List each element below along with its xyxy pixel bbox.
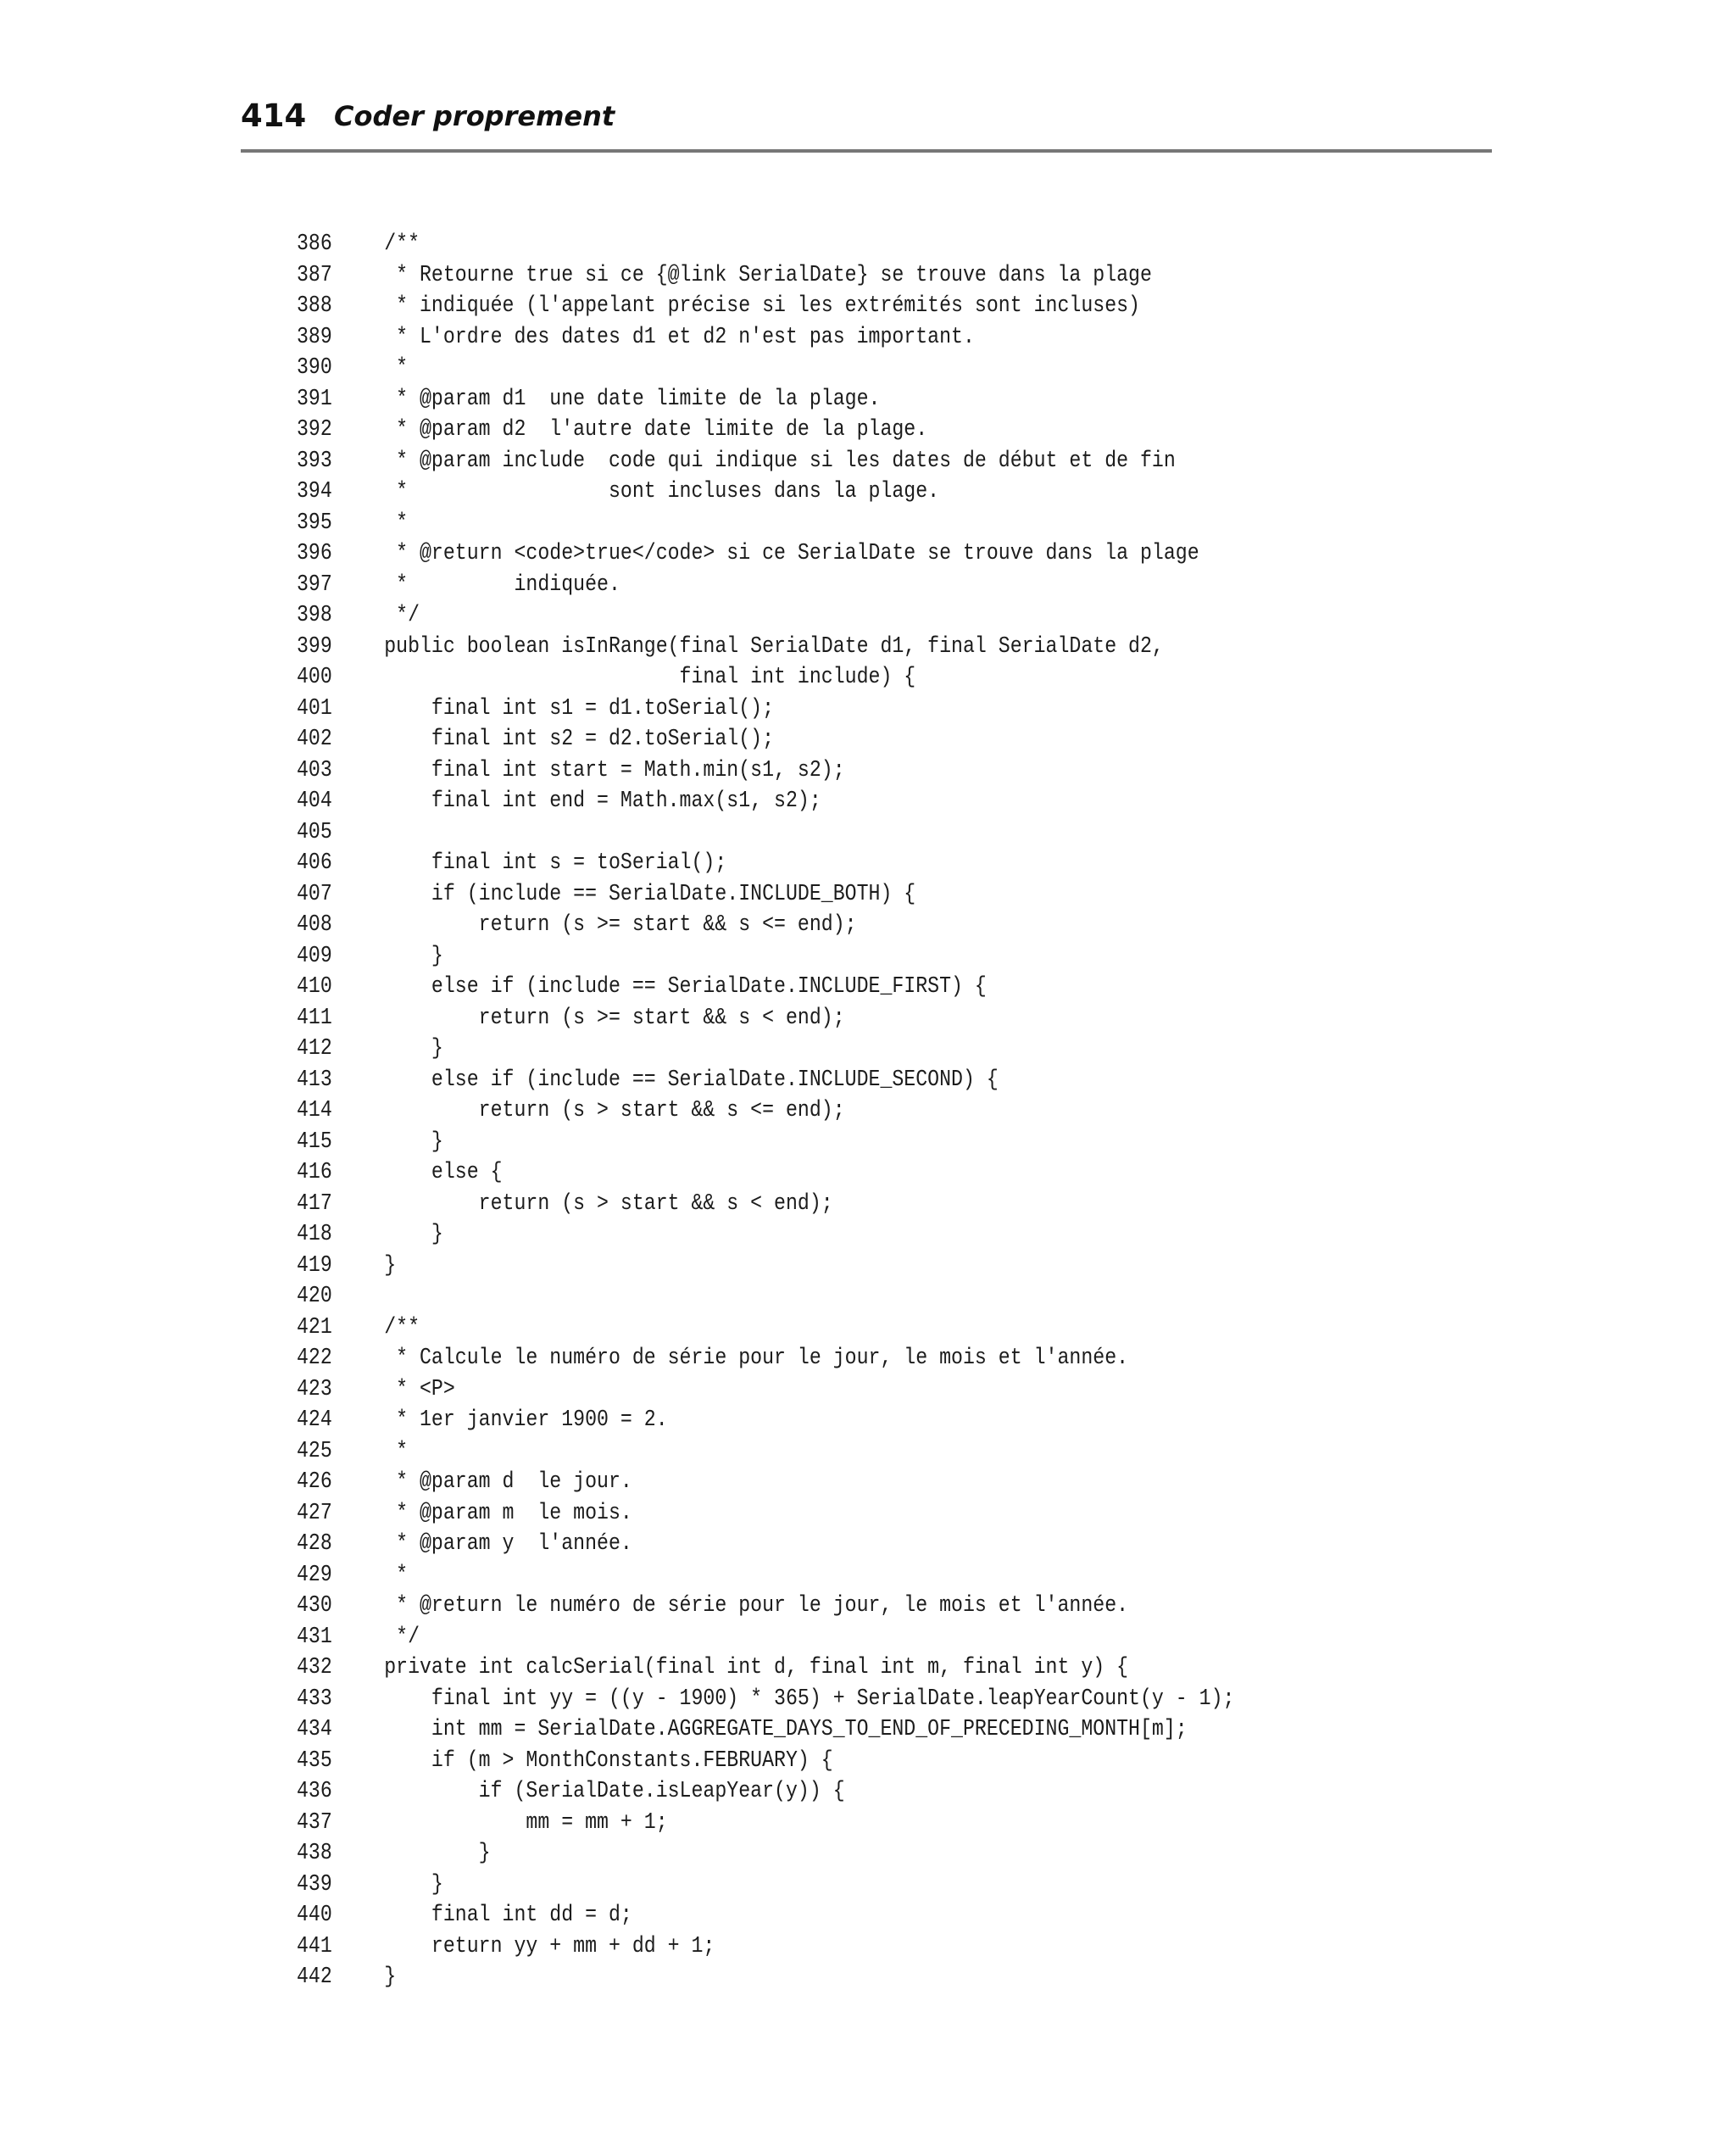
code-line	[297, 260, 1234, 292]
line-number: 425	[297, 1438, 332, 1464]
line-number: 388	[297, 293, 332, 319]
line-code: * @param d le jour.	[384, 1469, 632, 1495]
line-number: 402	[297, 727, 332, 752]
line-number: 410	[297, 974, 332, 1000]
line-code: * 1er janvier 1900 = 2.	[384, 1407, 668, 1433]
code-line	[297, 910, 1234, 941]
line-number: 415	[297, 1129, 332, 1155]
line-code: final int include) {	[384, 665, 916, 690]
line-number: 429	[297, 1562, 332, 1588]
line-number: 418	[297, 1222, 332, 1247]
line-code: */	[384, 603, 420, 628]
line-number: 441	[297, 1933, 332, 1959]
line-number: 432	[297, 1655, 332, 1680]
code-line	[297, 446, 1234, 477]
line-number: 428	[297, 1531, 332, 1557]
line-number: 422	[297, 1346, 332, 1371]
line-code: * @param y l'année.	[384, 1531, 632, 1557]
code-line	[297, 724, 1234, 755]
line-code: final int s1 = d1.toSerial();	[384, 695, 775, 722]
line-code: * Retourne true si ce {@link SerialDate} se trouve dans la plage	[384, 262, 1152, 288]
line-code: *	[384, 355, 409, 381]
line-number: 414	[297, 1098, 332, 1123]
code-line	[297, 1065, 1234, 1096]
line-number: 440	[297, 1903, 332, 1928]
code-line	[297, 694, 1234, 725]
line-code: final int end = Math.max(s1, s2);	[384, 789, 821, 814]
code-line	[297, 1652, 1234, 1684]
code-line	[297, 1962, 1234, 1993]
line-code: else if (include == SerialDate.INCLUDE_SECOND) {	[384, 1067, 999, 1093]
code-line	[297, 1714, 1234, 1746]
code-line	[297, 1838, 1234, 1870]
line-number: 390	[297, 355, 332, 381]
code-line	[297, 538, 1234, 570]
code-line	[297, 1003, 1234, 1034]
code-line	[297, 1560, 1234, 1591]
code-line	[297, 1436, 1234, 1468]
line-number: 408	[297, 912, 332, 938]
code-line	[297, 353, 1234, 384]
line-code: }	[384, 1129, 443, 1155]
line-code: return (s >= start && s < end);	[384, 1005, 845, 1031]
line-number: 438	[297, 1841, 332, 1866]
code-line	[297, 1870, 1234, 1901]
code-line	[297, 1251, 1234, 1282]
code-line	[297, 600, 1234, 632]
code-line	[297, 941, 1234, 972]
code-line	[297, 1281, 1234, 1312]
line-code: * @param d2 l'autre date limite de la plage.	[384, 417, 928, 443]
line-code: *	[384, 1562, 409, 1588]
line-code: * <P>	[384, 1376, 455, 1402]
line-code: * @param m le mois.	[384, 1500, 632, 1526]
line-code: * sont incluses dans la plage.	[384, 479, 940, 504]
line-number: 434	[297, 1717, 332, 1742]
line-code: return (s >= start && s <= end);	[384, 912, 857, 938]
line-number: 433	[297, 1686, 332, 1712]
line-code: else {	[384, 1160, 503, 1185]
code-line	[297, 1157, 1234, 1189]
line-number: 439	[297, 1871, 332, 1898]
line-code: final int s2 = d2.toSerial();	[384, 727, 775, 752]
code-line	[297, 1591, 1234, 1622]
line-code: final int yy = ((y - 1900) * 365) + SerialDate.leapYearCount(y - 1);	[384, 1686, 1235, 1712]
line-code: * indiquée (l'appelant précise si les extrémités sont incluses)	[384, 293, 1140, 319]
header-rule	[241, 149, 1492, 153]
code-line	[297, 476, 1234, 508]
line-code: public boolean isInRange(final SerialDate d1, final SerialDate d2,	[384, 633, 1164, 660]
line-code: *	[384, 1438, 409, 1464]
line-code: if (m > MonthConstants.FEBRUARY) {	[384, 1747, 833, 1774]
line-code: }	[384, 1964, 397, 1990]
line-number: 413	[297, 1067, 332, 1093]
line-code: mm = mm + 1;	[384, 1809, 668, 1836]
line-code: }	[384, 943, 443, 969]
line-number: 426	[297, 1469, 332, 1495]
line-number: 424	[297, 1407, 332, 1433]
code-line	[297, 291, 1234, 322]
code-line	[297, 1529, 1234, 1560]
code-line	[297, 1684, 1234, 1715]
line-number: 399	[297, 633, 332, 660]
line-number: 403	[297, 757, 332, 783]
code-line	[297, 1034, 1234, 1065]
line-code: /**	[384, 231, 420, 257]
line-code: else if (include == SerialDate.INCLUDE_FIRST) {	[384, 974, 987, 1000]
code-line	[297, 632, 1234, 663]
line-code: * Calcule le numéro de série pour le jour, le mois et l'année.	[384, 1346, 1129, 1371]
code-line	[297, 322, 1234, 354]
line-code: * L'ordre des dates d1 et d2 n'est pas important.	[384, 324, 975, 350]
code-line	[297, 1219, 1234, 1251]
line-number: 421	[297, 1314, 332, 1340]
code-line	[297, 848, 1234, 879]
line-number: 416	[297, 1160, 332, 1185]
code-line	[297, 1343, 1234, 1374]
code-line	[297, 508, 1234, 539]
line-number: 391	[297, 386, 332, 412]
line-code: /**	[384, 1314, 420, 1340]
page-number: 414	[241, 98, 307, 134]
code-line	[297, 1189, 1234, 1220]
line-code: return (s > start && s <= end);	[384, 1098, 845, 1123]
line-code: int mm = SerialDate.AGGREGATE_DAYS_TO_END_OF_PRECEDING_MONTH[m];	[384, 1717, 1188, 1742]
line-code: }	[384, 1841, 491, 1866]
line-code: * @param d1 une date limite de la plage.	[384, 386, 881, 412]
line-number: 407	[297, 881, 332, 907]
line-number: 404	[297, 789, 332, 814]
line-code: * @return le numéro de série pour le jour, le mois et l'année.	[384, 1593, 1129, 1619]
code-line	[297, 1095, 1234, 1127]
line-code: final int s = toSerial();	[384, 850, 727, 876]
line-number: 430	[297, 1593, 332, 1619]
code-line	[297, 415, 1234, 446]
line-number: 427	[297, 1500, 332, 1526]
code-line	[297, 1498, 1234, 1530]
line-number: 397	[297, 571, 332, 598]
line-number: 436	[297, 1779, 332, 1804]
line-number: 412	[297, 1036, 332, 1062]
line-number: 405	[297, 819, 332, 845]
code-line	[297, 1467, 1234, 1498]
code-line	[297, 1776, 1234, 1808]
code-line	[297, 972, 1234, 1003]
line-code: }	[384, 1871, 443, 1898]
line-code: * indiquée.	[384, 571, 620, 598]
code-listing	[297, 229, 1388, 1993]
line-number: 411	[297, 1005, 332, 1031]
code-line	[297, 879, 1234, 911]
line-code: *	[384, 510, 409, 536]
line-number: 431	[297, 1624, 332, 1650]
line-number: 400	[297, 665, 332, 690]
line-code: */	[384, 1624, 420, 1650]
line-code: }	[384, 1252, 397, 1279]
line-code: * @return <code>true</code> si ce SerialDate se trouve dans la plage	[384, 541, 1199, 566]
code-line	[297, 1746, 1234, 1777]
line-code: if (SerialDate.isLeapYear(y)) {	[384, 1779, 845, 1804]
line-number: 396	[297, 541, 332, 566]
line-code: * @param include code qui indique si les dates de début et de fin	[384, 448, 1176, 474]
line-number: 435	[297, 1747, 332, 1774]
line-code: final int start = Math.min(s1, s2);	[384, 757, 845, 783]
code-line	[297, 1808, 1234, 1839]
line-number: 437	[297, 1809, 332, 1836]
line-code: final int dd = d;	[384, 1903, 632, 1928]
line-code: return yy + mm + dd + 1;	[384, 1933, 715, 1959]
code-line	[297, 1405, 1234, 1436]
code-line	[297, 229, 1234, 260]
line-number: 409	[297, 943, 332, 969]
line-code: }	[384, 1222, 443, 1247]
line-number: 386	[297, 231, 332, 257]
line-number: 398	[297, 603, 332, 628]
line-number: 392	[297, 417, 332, 443]
code-line	[297, 662, 1234, 694]
line-number: 393	[297, 448, 332, 474]
line-number: 401	[297, 695, 332, 722]
code-line	[297, 1900, 1234, 1931]
line-number: 406	[297, 850, 332, 876]
line-number: 389	[297, 324, 332, 350]
page-header	[241, 92, 1492, 153]
line-number: 423	[297, 1376, 332, 1402]
line-number: 387	[297, 262, 332, 288]
code-line	[297, 755, 1234, 787]
line-code: private int calcSerial(final int d, final int m, final int y) {	[384, 1655, 1129, 1680]
running-title: Coder proprement	[334, 100, 615, 132]
code-line	[297, 1127, 1234, 1158]
line-code: }	[384, 1036, 443, 1062]
code-line	[297, 1374, 1234, 1406]
line-code: return (s > start && s < end);	[384, 1190, 833, 1217]
line-code: if (include == SerialDate.INCLUDE_BOTH) {	[384, 881, 916, 907]
line-number: 394	[297, 479, 332, 504]
code-line	[297, 570, 1234, 601]
line-number: 442	[297, 1964, 332, 1990]
code-line	[297, 786, 1234, 817]
code-line	[297, 384, 1234, 415]
line-number: 395	[297, 510, 332, 536]
code-line	[297, 1622, 1234, 1653]
code-line	[297, 1931, 1234, 1963]
line-number: 419	[297, 1252, 332, 1279]
code-line	[297, 817, 1234, 849]
code-line	[297, 1312, 1234, 1344]
line-number: 420	[297, 1284, 332, 1309]
line-number: 417	[297, 1190, 332, 1217]
